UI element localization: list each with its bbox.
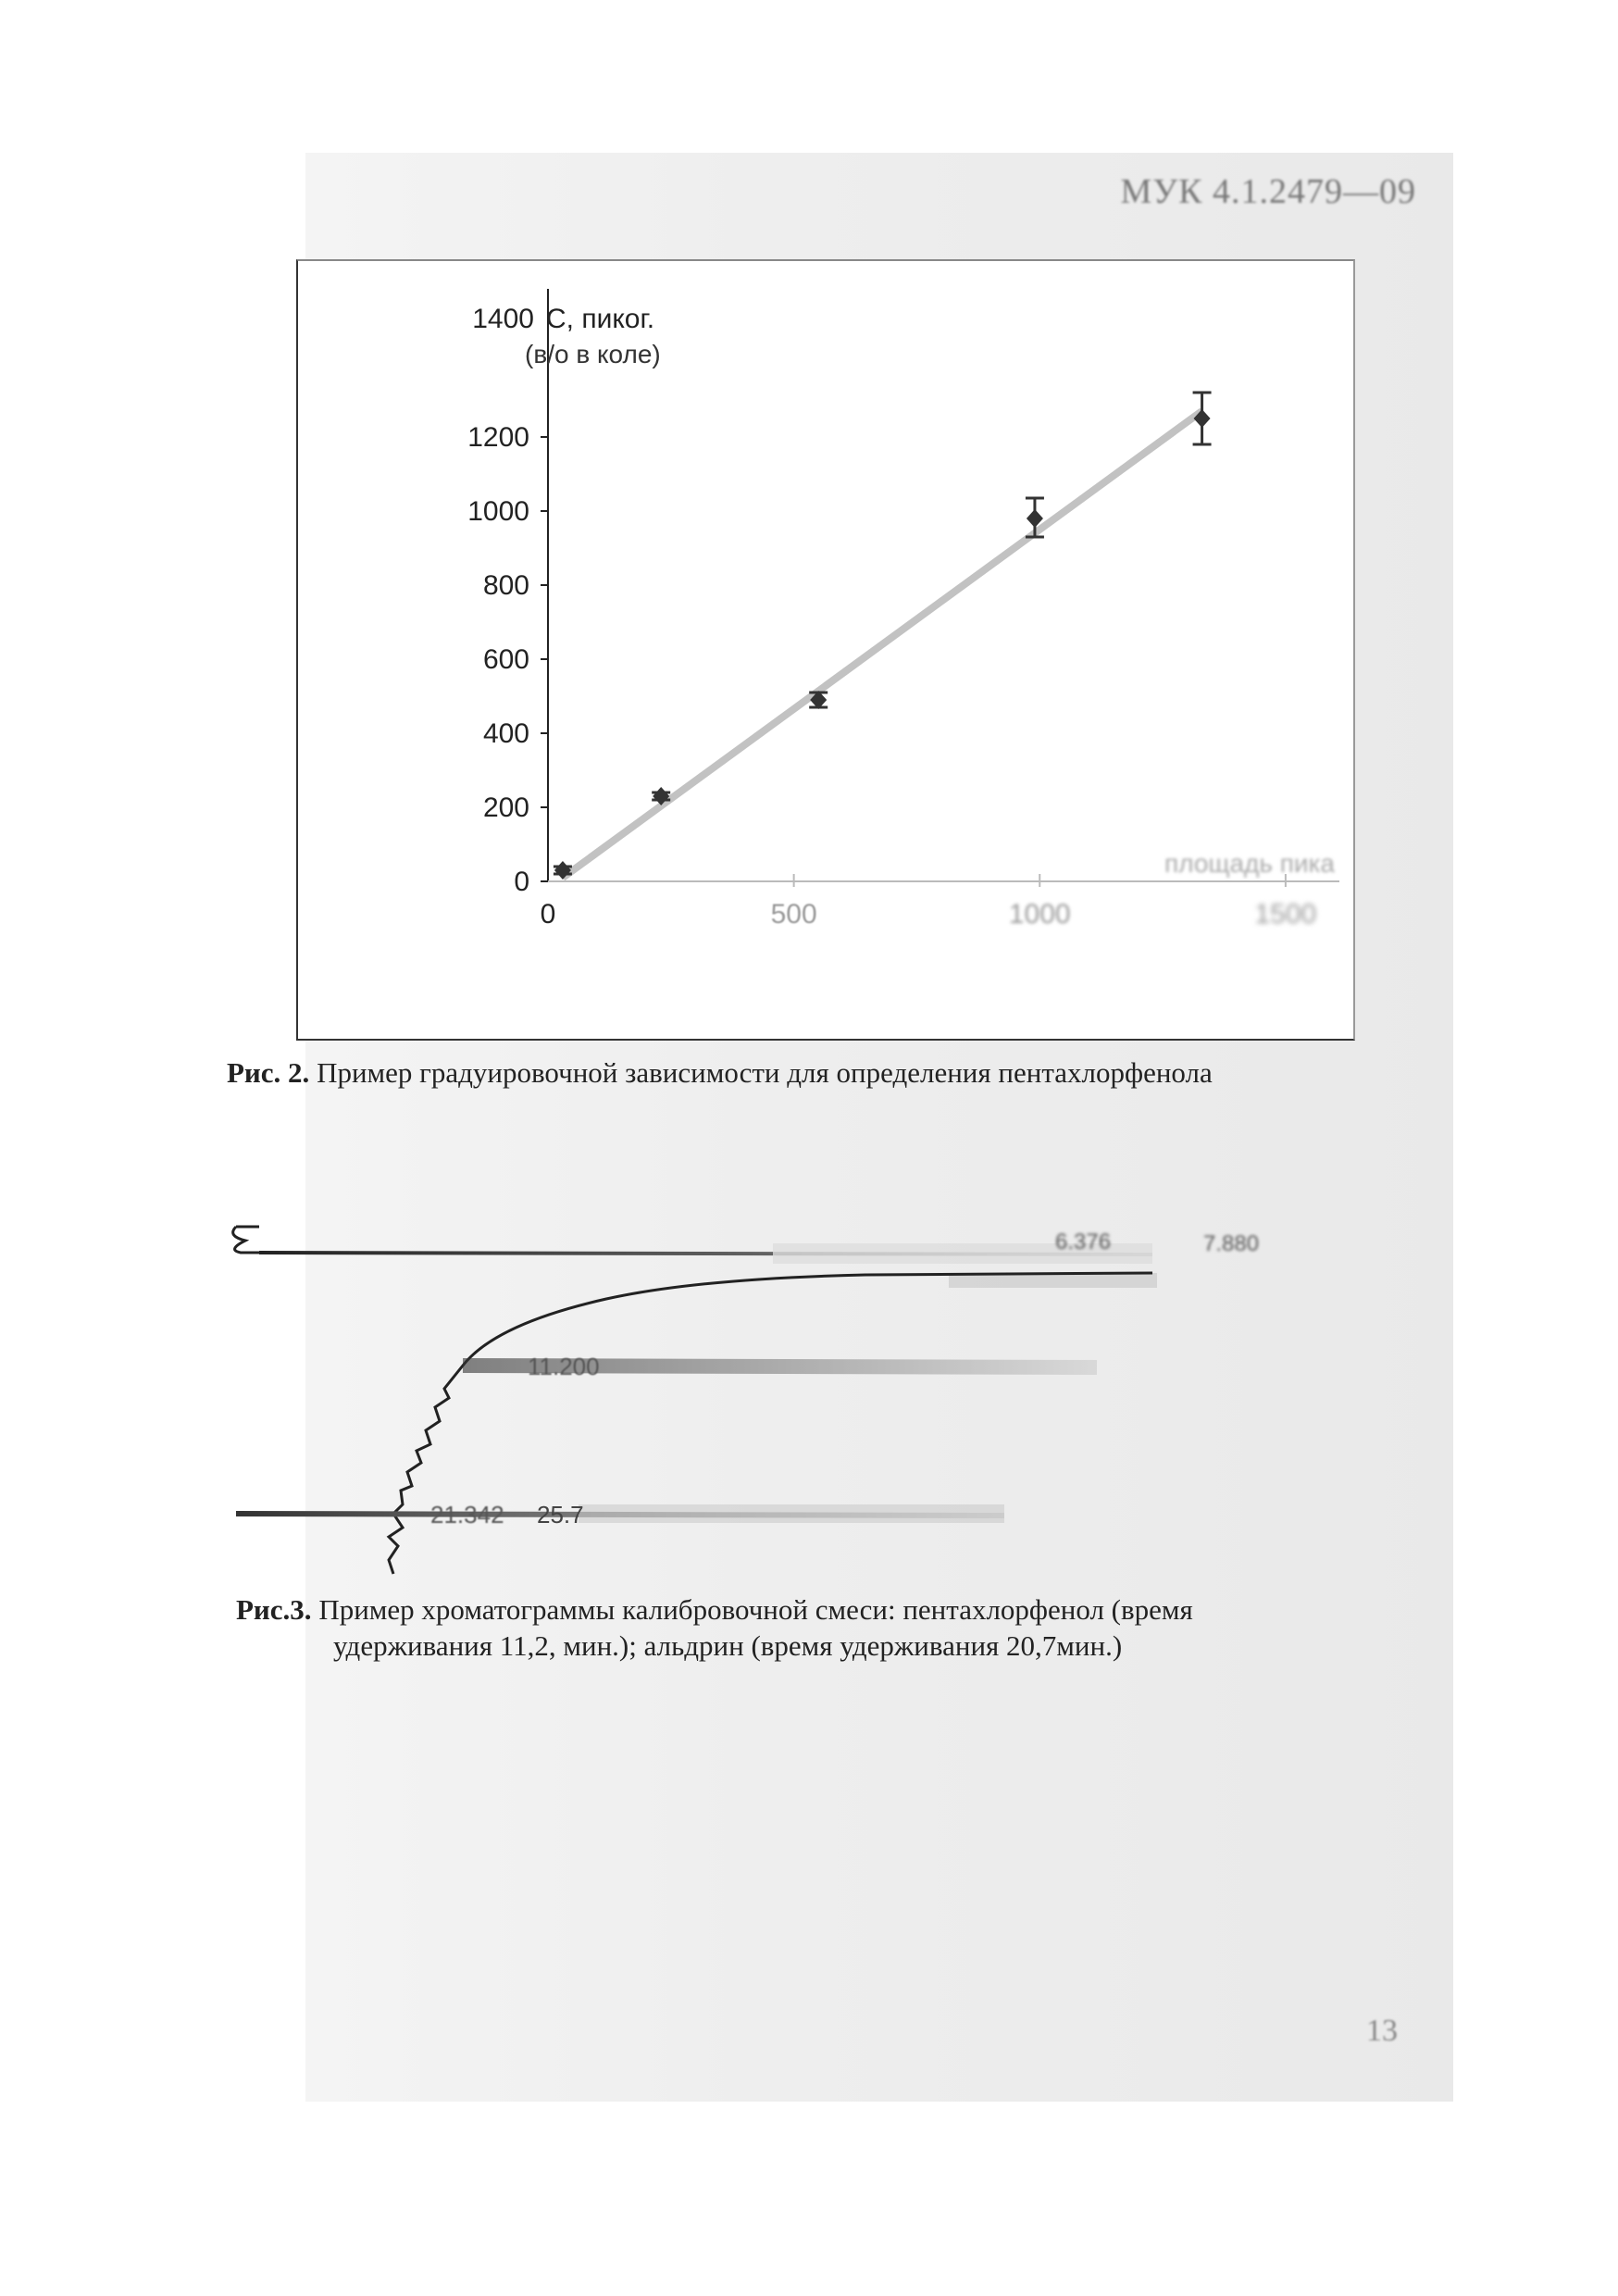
peak-label-7880: 7.880 [1203,1231,1260,1256]
chromatogram [218,1208,1384,1597]
y-tick-label: 800 [482,570,529,601]
peak-label-21342: 21.342 [430,1501,504,1529]
page-number: 13 [1366,2014,1398,2048]
x-tick-label: 1000 [1008,899,1071,930]
figure-2-caption-text: Пример градуировочной зависимости для определения пентахлорфенола [317,1056,1213,1089]
chromatogram-trace [389,1273,1152,1574]
y-tick-label: 1200 [467,422,529,453]
y-axis-label-line1: C, пиког. [546,304,655,334]
figure-3-caption [236,1592,1402,1665]
y-tick-label: 200 [482,792,529,823]
document-page [227,153,1453,2102]
calibration-chart [298,261,1353,1039]
y-tick-label: 1000 [467,496,529,527]
y-tick-label: 1400 [472,304,534,334]
fit-line [563,411,1202,878]
figure-3-label: Рис.3. [236,1593,312,1626]
y-axis-label-line2: (в/о в коле) [525,340,661,368]
figure-2-caption [227,1055,1412,1092]
y-tick-label: 400 [482,718,529,749]
chromatogram-start-mark [233,1227,259,1253]
x-tick-label: 0 [540,899,556,930]
peak-label-11200: 11.200 [528,1353,600,1380]
figure-3-caption-line2: удерживания 11,2, мин.); альдрин (время удерживания 20,7мин.) [333,1628,1123,1662]
peak-label-257: 25.7 [537,1501,584,1529]
x-tick-label: 500 [770,899,817,930]
y-tick-label: 600 [482,644,529,675]
figure-2-label: Рис. 2. [227,1056,310,1089]
x-tick-label: 1500 [1254,899,1317,930]
peak-bar-bottom [579,1504,1004,1523]
x-axis-label: площадь пика [1164,849,1335,878]
calibration-chart-frame [296,259,1355,1041]
peak-label-6376: 6.376 [1055,1229,1112,1254]
y-tick-label: 0 [514,867,529,897]
document-code: МУК 4.1.2479—09 [1120,172,1416,211]
figure-3-caption-line1: Пример хроматограммы калибровочной смеси: пентахлорфенол (время [318,1593,1193,1626]
